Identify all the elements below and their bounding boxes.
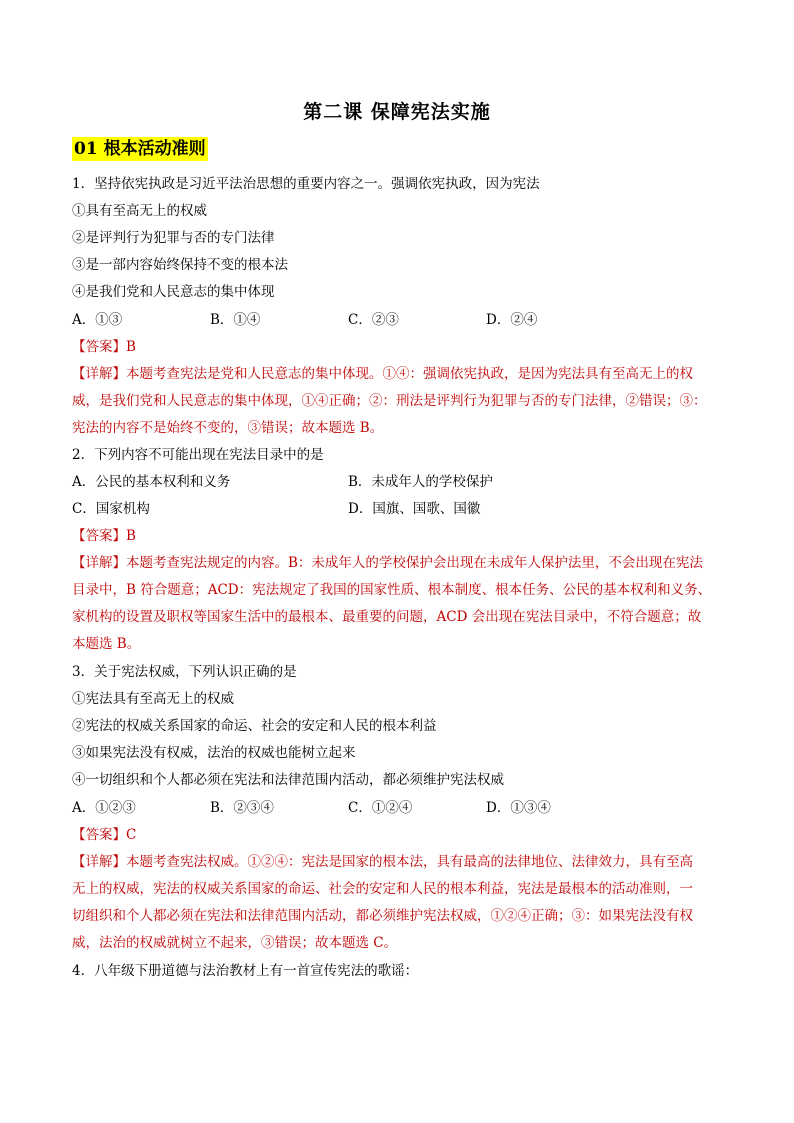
answer-tag: 【答案】 [72, 339, 126, 355]
answer-value: C [126, 827, 137, 843]
question-3-item: ③如果宪法没有权威，法治的权威也能树立起来 [72, 745, 356, 761]
question-1-item: ①具有至高无上的权威 [72, 203, 207, 219]
question-1-detail-line: 【详解】本题考查宪法是党和人民意志的集中体现。①④：强调依宪执政，是因为宪法具有至高无上的权 [72, 366, 693, 382]
detail-tag: 【详解】 [72, 854, 126, 870]
question-3-item: ②宪法的权威关系国家的命运、社会的安定和人民的根本利益 [72, 718, 437, 734]
question-2-option-c: C．国家机构 [72, 501, 150, 517]
question-1-option-d: D．②④ [486, 312, 538, 328]
question-3-stem: 3．关于宪法权威，下列认识正确的是 [72, 664, 297, 680]
question-3-option-c: C．①②④ [348, 800, 413, 816]
question-1-item: ③是一部内容始终保持不变的根本法 [72, 257, 288, 273]
answer-tag: 【答案】 [72, 827, 126, 843]
detail-tag: 【详解】 [72, 366, 126, 382]
question-2-option-d: D．国旗、国歌、国徽 [348, 501, 481, 517]
question-2-option-b: B．未成年人的学校保护 [348, 474, 493, 490]
question-1-item: ④是我们党和人民意志的集中体现 [72, 284, 275, 300]
question-4-stem: 4．八年级下册道德与法治教材上有一首宣传宪法的歌谣： [72, 963, 419, 979]
detail-tag: 【详解】 [72, 555, 126, 571]
question-2-detail-line: 目录中，B 符合题意；ACD：宪法规定了我国的国家性质、根本制度、根本任务、公民的基本权利和义务、 [72, 582, 712, 598]
question-2-detail-line: 家机构的设置及职权等国家生活中的最根本、最重要的问题，ACD 会出现在宪法目录中，不符合题意；故 [72, 609, 702, 625]
question-2-option-a: A．公民的基本权利和义务 [72, 474, 231, 490]
question-3-detail-line: 威，法治的权威就树立不起来，③错误；故本题选 C。 [72, 935, 398, 951]
question-3-item: ④一切组织和个人都必须在宪法和法律范围内活动，都必须维护宪法权威 [72, 772, 504, 788]
question-1-item: ②是评判行为犯罪与否的专门法律 [72, 230, 275, 246]
question-2-detail-line: 【详解】本题考查宪法规定的内容。B：未成年人的学校保护会出现在未成年人保护法里，不会出现在宪法 [72, 555, 703, 571]
question-3-detail-line: 【详解】本题考查宪法权威。①②④：宪法是国家的根本法，具有最高的法律地位、法律效力，具有至高 [72, 854, 693, 870]
question-3-answer [72, 825, 136, 845]
question-3-detail-line: 无上的权威，宪法的权威关系国家的命运、社会的安定和人民的根本利益，宪法是最根本的活动准则，一 [72, 881, 693, 897]
question-3-detail-line: 切组织和个人都必须在宪法和法律范围内活动，都必须维护宪法权威，①②④正确；③：如果宪法没有权 [72, 908, 693, 924]
question-3-item: ①宪法具有至高无上的权威 [72, 691, 234, 707]
question-1-option-c: C．②③ [348, 312, 399, 328]
answer-value: B [126, 339, 136, 355]
answer-value: B [126, 528, 136, 544]
question-2-detail-line: 本题选 B。 [72, 636, 141, 652]
question-1-detail-line: 宪法的内容不是始终不变的，③错误；故本题选 B。 [72, 420, 384, 436]
question-3-option-d: D．①③④ [486, 800, 551, 816]
question-1-option-a: A．①③ [72, 312, 123, 328]
question-2-answer [72, 526, 136, 546]
question-3-option-b: B．②③④ [210, 800, 274, 816]
question-3-option-a: A．①②③ [72, 800, 136, 816]
question-1-option-b: B．①④ [210, 312, 261, 328]
section-heading: 01 根本活动准则 [74, 139, 206, 159]
question-2-stem: 2．下列内容不可能出现在宪法目录中的是 [72, 447, 324, 463]
answer-tag: 【答案】 [72, 528, 126, 544]
question-1-detail-line: 威，是我们党和人民意志的集中体现，①④正确；②：刑法是评判行为犯罪与否的专门法律，②错误；③： [72, 393, 707, 409]
page-title: 第二课 保障宪法实施 [303, 101, 491, 123]
question-1-stem: 1．坚持依宪执政是习近平法治思想的重要内容之一。强调依宪执政，因为宪法 [72, 176, 540, 192]
question-1-answer [72, 337, 136, 357]
